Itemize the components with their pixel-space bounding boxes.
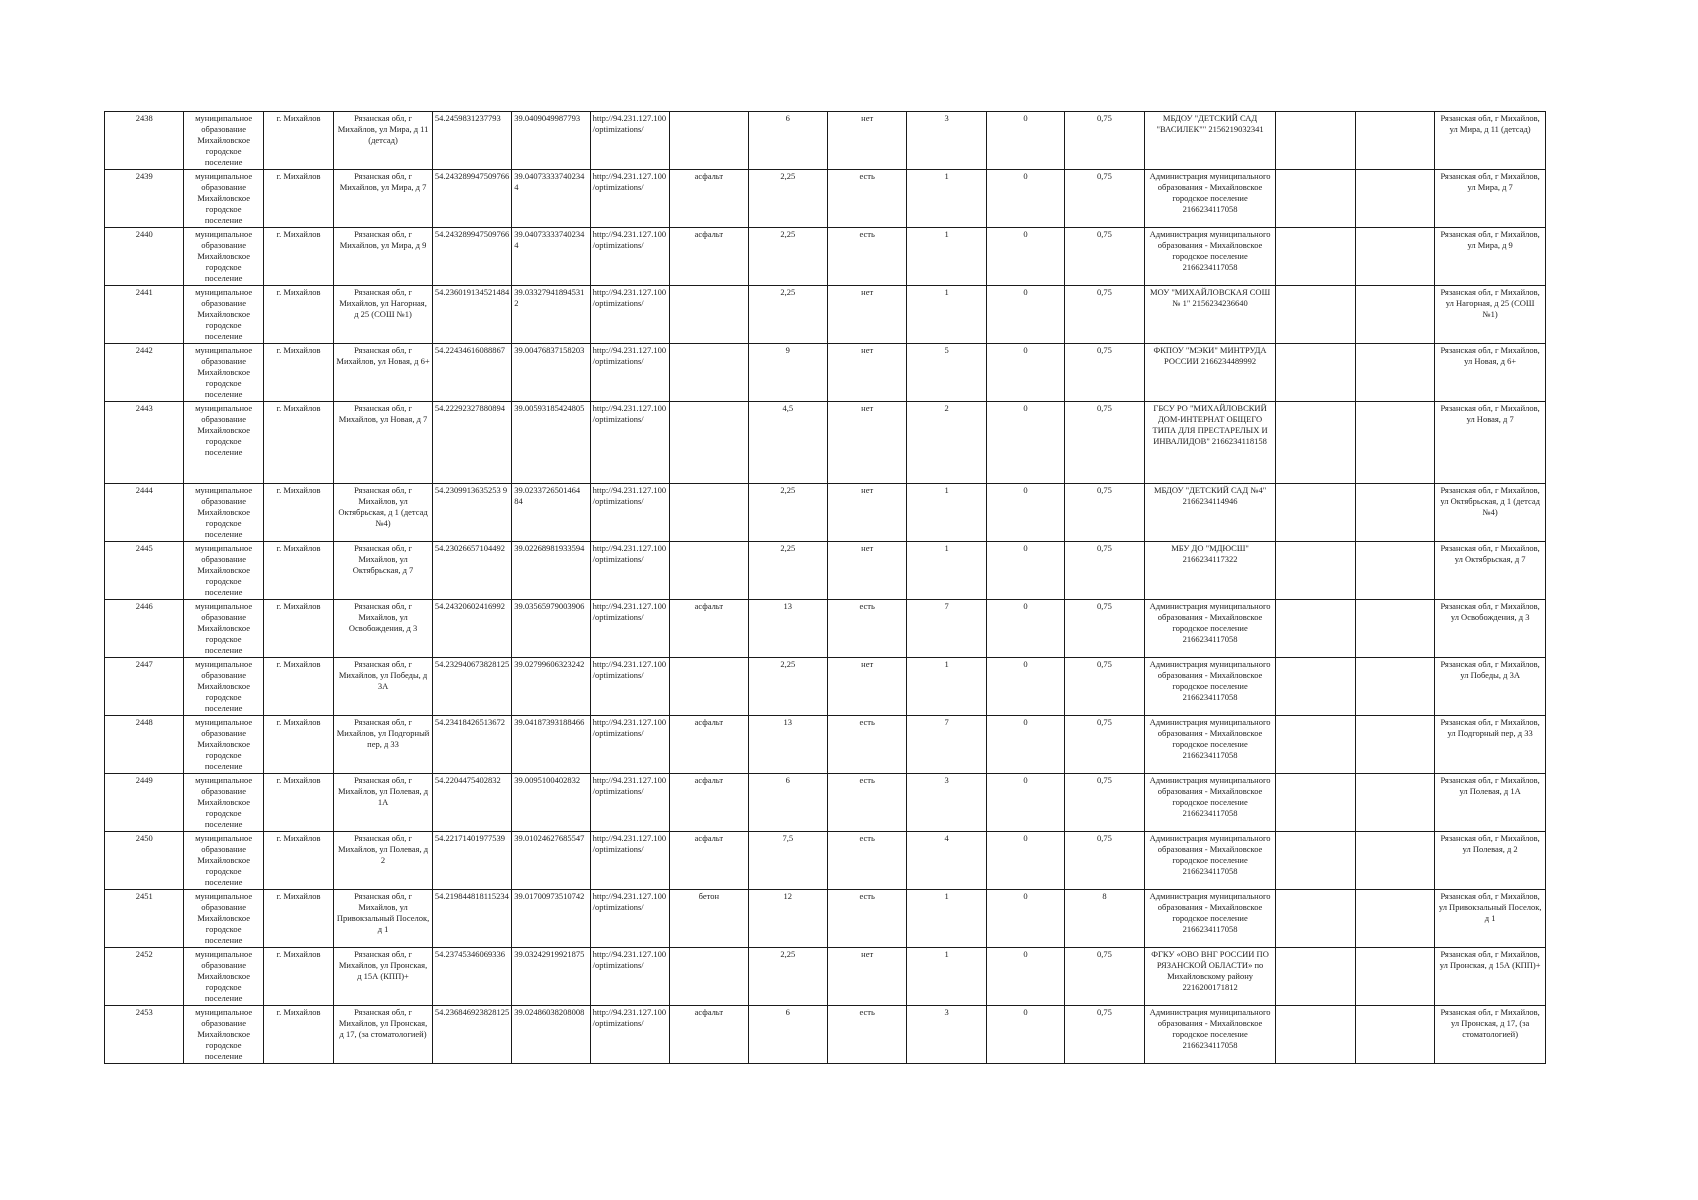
volume-cell: 0,75	[1065, 542, 1144, 600]
empty-cell	[1355, 774, 1434, 832]
planned-count-cell: 0	[986, 832, 1064, 890]
volume-cell: 0,75	[1065, 948, 1144, 1006]
longitude-cell: 39.03242919921875	[512, 948, 590, 1006]
municipality-cell: муниципальное образование Михайловское городское поселение	[184, 716, 263, 774]
link-cell[interactable]: http://94.231.127.100/optimizations/	[590, 402, 669, 484]
address-cell: Рязанская обл, г Михайлов, ул Новая, д 6+	[334, 344, 433, 402]
owner-cell: Администрация муниципального образования - Михайловское городское поселение 2166234117058	[1144, 832, 1276, 890]
surface-cell: асфальт	[670, 228, 748, 286]
volume-cell: 0,75	[1065, 658, 1144, 716]
owner-cell: Администрация муниципального образования - Михайловское городское поселение 2166234117058	[1144, 170, 1276, 228]
longitude-cell: 39.033279418945312	[512, 286, 590, 344]
planned-count-cell: 0	[986, 286, 1064, 344]
latitude-cell: 54.236846923828125	[432, 1006, 511, 1064]
row-number-cell: 2444	[105, 484, 184, 542]
municipality-cell: муниципальное образование Михайловское городское поселение	[184, 344, 263, 402]
municipality-cell: муниципальное образование Михайловское городское поселение	[184, 170, 263, 228]
municipality-cell: муниципальное образование Михайловское городское поселение	[184, 658, 263, 716]
fence-cell: нет	[827, 344, 906, 402]
area-cell: 9	[748, 344, 827, 402]
source-address-cell: Рязанская обл, г Михайлов, ул Пронская, д 17, (за стоматологией)	[1435, 1006, 1546, 1064]
empty-cell	[1355, 542, 1434, 600]
longitude-cell: 39.04187393188466	[512, 716, 590, 774]
table-row	[105, 402, 1546, 484]
surface-cell	[670, 112, 748, 170]
empty-cell	[1355, 286, 1434, 344]
volume-cell: 0,75	[1065, 228, 1144, 286]
address-cell: Рязанская обл, г Михайлов, ул Пронская, д 17, (за стоматологией)	[334, 1006, 433, 1064]
city-cell: г. Михайлов	[263, 170, 333, 228]
planned-count-cell: 0	[986, 170, 1064, 228]
surface-cell: асфальт	[670, 774, 748, 832]
empty-cell	[1355, 484, 1434, 542]
table-row	[105, 484, 1546, 542]
row-number-cell: 2445	[105, 542, 184, 600]
planned-count-cell: 0	[986, 344, 1064, 402]
table-row	[105, 600, 1546, 658]
link-cell[interactable]: http://94.231.127.100/optimizations/	[590, 112, 669, 170]
latitude-cell: 54.2459831237793	[432, 112, 511, 170]
surface-cell: асфальт	[670, 600, 748, 658]
address-cell: Рязанская обл, г Михайлов, ул Мира, д 11 (детсад)	[334, 112, 433, 170]
row-number-cell: 2453	[105, 1006, 184, 1064]
owner-cell: МБДОУ "ДЕТСКИЙ САД "ВАСИЛЕК"" 2156219032341	[1144, 112, 1276, 170]
city-cell: г. Михайлов	[263, 286, 333, 344]
surface-cell	[670, 484, 748, 542]
municipality-cell: муниципальное образование Михайловское городское поселение	[184, 286, 263, 344]
latitude-cell: 54.243289947509766	[432, 170, 511, 228]
link-cell[interactable]: http://94.231.127.100/optimizations/	[590, 774, 669, 832]
address-cell: Рязанская обл, г Михайлов, ул Освобождения, д 3	[334, 600, 433, 658]
source-address-cell: Рязанская обл, г Михайлов, ул Новая, д 6+	[1435, 344, 1546, 402]
volume-cell: 0,75	[1065, 774, 1144, 832]
table-row	[105, 832, 1546, 890]
table-row	[105, 890, 1546, 948]
latitude-cell: 54.23745346069336	[432, 948, 511, 1006]
fence-cell: есть	[827, 1006, 906, 1064]
link-cell[interactable]: http://94.231.127.100/optimizations/	[590, 600, 669, 658]
area-cell: 2,25	[748, 658, 827, 716]
city-cell: г. Михайлов	[263, 1006, 333, 1064]
address-cell: Рязанская обл, г Михайлов, ул Пронская, д 15А (КПП)+	[334, 948, 433, 1006]
empty-cell	[1355, 402, 1434, 484]
address-cell: Рязанская обл, г Михайлов, ул Нагорная, д 25 (СОШ №1)	[334, 286, 433, 344]
link-cell[interactable]: http://94.231.127.100/optimizations/	[590, 716, 669, 774]
container-count-cell: 3	[907, 774, 986, 832]
planned-count-cell: 0	[986, 484, 1064, 542]
area-cell: 6	[748, 1006, 827, 1064]
city-cell: г. Михайлов	[263, 344, 333, 402]
owner-cell: ФКПОУ "МЭКИ" МИНТРУДА РОССИИ 2166234489992	[1144, 344, 1276, 402]
owner-cell: Администрация муниципального образования - Михайловское городское поселение 2166234117058	[1144, 774, 1276, 832]
surface-cell	[670, 402, 748, 484]
address-cell: Рязанская обл, г Михайлов, ул Победы, д 3А	[334, 658, 433, 716]
area-cell: 2,25	[748, 484, 827, 542]
fence-cell: нет	[827, 286, 906, 344]
container-count-cell: 5	[907, 344, 986, 402]
planned-count-cell: 0	[986, 600, 1064, 658]
area-cell: 2,25	[748, 542, 827, 600]
owner-cell: Администрация муниципального образования - Михайловское городское поселение 2166234117058	[1144, 716, 1276, 774]
latitude-cell: 54.236019134521484	[432, 286, 511, 344]
source-address-cell: Рязанская обл, г Михайлов, ул Октябрьская, д 1 (детсад №4)	[1435, 484, 1546, 542]
row-number-cell: 2442	[105, 344, 184, 402]
planned-count-cell: 0	[986, 542, 1064, 600]
empty-cell	[1276, 716, 1355, 774]
planned-count-cell: 0	[986, 402, 1064, 484]
row-number-cell: 2441	[105, 286, 184, 344]
surface-cell	[670, 344, 748, 402]
city-cell: г. Михайлов	[263, 484, 333, 542]
volume-cell: 0,75	[1065, 484, 1144, 542]
city-cell: г. Михайлов	[263, 600, 333, 658]
latitude-cell: 54.2204475402832	[432, 774, 511, 832]
empty-cell	[1355, 112, 1434, 170]
container-count-cell: 1	[907, 890, 986, 948]
row-number-cell: 2438	[105, 112, 184, 170]
link-cell[interactable]: http://94.231.127.100/optimizations/	[590, 484, 669, 542]
empty-cell	[1276, 832, 1355, 890]
link-cell[interactable]: http://94.231.127.100/optimizations/	[590, 832, 669, 890]
city-cell: г. Михайлов	[263, 890, 333, 948]
latitude-cell: 54.232940673828125	[432, 658, 511, 716]
volume-cell: 0,75	[1065, 402, 1144, 484]
empty-cell	[1355, 832, 1434, 890]
volume-cell: 0,75	[1065, 600, 1144, 658]
planned-count-cell: 0	[986, 890, 1064, 948]
container-count-cell: 1	[907, 542, 986, 600]
empty-cell	[1276, 286, 1355, 344]
row-number-cell: 2450	[105, 832, 184, 890]
owner-cell: Администрация муниципального образования - Михайловское городское поселение 2166234117058	[1144, 600, 1276, 658]
municipality-cell: муниципальное образование Михайловское городское поселение	[184, 774, 263, 832]
empty-cell	[1276, 542, 1355, 600]
volume-cell: 0,75	[1065, 716, 1144, 774]
surface-cell	[670, 542, 748, 600]
registry-table	[104, 111, 1546, 1064]
owner-cell: ГБСУ РО "МИХАЙЛОВСКИЙ ДОМ-ИНТЕРНАТ ОБЩЕГО ТИПА ДЛЯ ПРЕСТАРЕЛЫХ И ИНВАЛИДОВ" 2166234118158	[1144, 402, 1276, 484]
link-cell[interactable]: http://94.231.127.100/optimizations/	[590, 658, 669, 716]
empty-cell	[1276, 112, 1355, 170]
surface-cell	[670, 286, 748, 344]
fence-cell: есть	[827, 832, 906, 890]
empty-cell	[1276, 402, 1355, 484]
row-number-cell: 2446	[105, 600, 184, 658]
volume-cell: 0,75	[1065, 344, 1144, 402]
fence-cell: есть	[827, 774, 906, 832]
empty-cell	[1276, 228, 1355, 286]
owner-cell: МБДОУ "ДЕТСКИЙ САД №4" 2166234114946	[1144, 484, 1276, 542]
city-cell: г. Михайлов	[263, 542, 333, 600]
fence-cell: нет	[827, 402, 906, 484]
empty-cell	[1276, 890, 1355, 948]
longitude-cell: 39.02268981933594	[512, 542, 590, 600]
municipality-cell: муниципальное образование Михайловское городское поселение	[184, 832, 263, 890]
fence-cell: нет	[827, 542, 906, 600]
area-cell: 13	[748, 716, 827, 774]
latitude-cell: 54.219844818115234	[432, 890, 511, 948]
surface-cell	[670, 658, 748, 716]
longitude-cell: 39.0233726501464 84	[512, 484, 590, 542]
link-cell[interactable]: http://94.231.127.100/optimizations/	[590, 170, 669, 228]
fence-cell: есть	[827, 170, 906, 228]
row-number-cell: 2447	[105, 658, 184, 716]
city-cell: г. Михайлов	[263, 716, 333, 774]
container-count-cell: 1	[907, 170, 986, 228]
address-cell: Рязанская обл, г Михайлов, ул Октябрьская, д 7	[334, 542, 433, 600]
empty-cell	[1276, 170, 1355, 228]
address-cell: Рязанская обл, г Михайлов, ул Мира, д 9	[334, 228, 433, 286]
owner-cell: Администрация муниципального образования - Михайловское городское поселение 2166234117058	[1144, 1006, 1276, 1064]
link-cell[interactable]: http://94.231.127.100/optimizations/	[590, 890, 669, 948]
empty-cell	[1276, 484, 1355, 542]
table-row	[105, 948, 1546, 1006]
area-cell: 2,25	[748, 170, 827, 228]
surface-cell: бетон	[670, 890, 748, 948]
empty-cell	[1276, 948, 1355, 1006]
container-count-cell: 4	[907, 832, 986, 890]
owner-cell: МОУ "МИХАЙЛОВСКАЯ СОШ № 1" 2156234236640	[1144, 286, 1276, 344]
table-row	[105, 658, 1546, 716]
row-number-cell: 2440	[105, 228, 184, 286]
table-row	[105, 286, 1546, 344]
municipality-cell: муниципальное образование Михайловское городское поселение	[184, 1006, 263, 1064]
longitude-cell: 39.00476837158203	[512, 344, 590, 402]
surface-cell: асфальт	[670, 170, 748, 228]
container-count-cell: 3	[907, 1006, 986, 1064]
city-cell: г. Михайлов	[263, 402, 333, 484]
empty-cell	[1355, 890, 1434, 948]
volume-cell: 0,75	[1065, 170, 1144, 228]
empty-cell	[1355, 716, 1434, 774]
municipality-cell: муниципальное образование Михайловское городское поселение	[184, 484, 263, 542]
municipality-cell: муниципальное образование Михайловское городское поселение	[184, 600, 263, 658]
link-cell[interactable]: http://94.231.127.100/optimizations/	[590, 948, 669, 1006]
fence-cell: нет	[827, 484, 906, 542]
address-cell: Рязанская обл, г Михайлов, ул Подгорный пер, д 33	[334, 716, 433, 774]
fence-cell: нет	[827, 658, 906, 716]
planned-count-cell: 0	[986, 774, 1064, 832]
longitude-cell: 39.03565979003906	[512, 600, 590, 658]
table-row	[105, 228, 1546, 286]
empty-cell	[1355, 1006, 1434, 1064]
latitude-cell: 54.22171401977539	[432, 832, 511, 890]
container-count-cell: 1	[907, 228, 986, 286]
source-address-cell: Рязанская обл, г Михайлов, ул Победы, д 3А	[1435, 658, 1546, 716]
area-cell: 2,25	[748, 228, 827, 286]
city-cell: г. Михайлов	[263, 658, 333, 716]
container-count-cell: 7	[907, 600, 986, 658]
table-row	[105, 774, 1546, 832]
source-address-cell: Рязанская обл, г Михайлов, ул Пронская, д 15А (КПП)+	[1435, 948, 1546, 1006]
container-count-cell: 3	[907, 112, 986, 170]
volume-cell: 0,75	[1065, 1006, 1144, 1064]
planned-count-cell: 0	[986, 716, 1064, 774]
longitude-cell: 39.0409049987793	[512, 112, 590, 170]
empty-cell	[1355, 600, 1434, 658]
latitude-cell: 54.23418426513672	[432, 716, 511, 774]
owner-cell: Администрация муниципального образования - Михайловское городское поселение 2166234117058	[1144, 658, 1276, 716]
city-cell: г. Михайлов	[263, 948, 333, 1006]
city-cell: г. Михайлов	[263, 112, 333, 170]
surface-cell: асфальт	[670, 832, 748, 890]
volume-cell: 0,75	[1065, 832, 1144, 890]
table-row	[105, 112, 1546, 170]
row-number-cell: 2452	[105, 948, 184, 1006]
table-row	[105, 542, 1546, 600]
address-cell: Рязанская обл, г Михайлов, ул Мира, д 7	[334, 170, 433, 228]
source-address-cell: Рязанская обл, г Михайлов, ул Полевая, д 2	[1435, 832, 1546, 890]
area-cell: 4,5	[748, 402, 827, 484]
owner-cell: ФГКУ «ОВО ВНГ РОССИИ ПО РЯЗАНСКОЙ ОБЛАСТИ» по Михайловскому району 2216200171812	[1144, 948, 1276, 1006]
latitude-cell: 54.243289947509766	[432, 228, 511, 286]
municipality-cell: муниципальное образование Михайловское городское поселение	[184, 542, 263, 600]
municipality-cell: муниципальное образование Михайловское городское поселение	[184, 228, 263, 286]
city-cell: г. Михайлов	[263, 832, 333, 890]
source-address-cell: Рязанская обл, г Михайлов, ул Освобождения, д 3	[1435, 600, 1546, 658]
planned-count-cell: 0	[986, 1006, 1064, 1064]
area-cell: 6	[748, 774, 827, 832]
registry-sheet	[104, 111, 1546, 1064]
longitude-cell: 39.02799606323242	[512, 658, 590, 716]
area-cell: 2,25	[748, 948, 827, 1006]
fence-cell: есть	[827, 228, 906, 286]
row-number-cell: 2443	[105, 402, 184, 484]
source-address-cell: Рязанская обл, г Михайлов, ул Подгорный пер, д 33	[1435, 716, 1546, 774]
city-cell: г. Михайлов	[263, 774, 333, 832]
municipality-cell: муниципальное образование Михайловское городское поселение	[184, 890, 263, 948]
owner-cell: Администрация муниципального образования - Михайловское городское поселение 2166234117058	[1144, 890, 1276, 948]
planned-count-cell: 0	[986, 112, 1064, 170]
empty-cell	[1276, 600, 1355, 658]
planned-count-cell: 0	[986, 228, 1064, 286]
owner-cell: Администрация муниципального образования - Михайловское городское поселение 2166234117058	[1144, 228, 1276, 286]
owner-cell: МБУ ДО "МДЮСШ" 2166234117322	[1144, 542, 1276, 600]
address-cell: Рязанская обл, г Михайлов, ул Новая, д 7	[334, 402, 433, 484]
source-address-cell: Рязанская обл, г Михайлов, ул Мира, д 11 (детсад)	[1435, 112, 1546, 170]
link-cell[interactable]: http://94.231.127.100/optimizations/	[590, 286, 669, 344]
container-count-cell: 1	[907, 948, 986, 1006]
latitude-cell: 54.22292327880894	[432, 402, 511, 484]
address-cell: Рязанская обл, г Михайлов, ул Привокзальный Поселок, д 1	[334, 890, 433, 948]
table-row	[105, 1006, 1546, 1064]
longitude-cell: 39.02486038208008	[512, 1006, 590, 1064]
container-count-cell: 1	[907, 484, 986, 542]
container-count-cell: 7	[907, 716, 986, 774]
fence-cell: есть	[827, 890, 906, 948]
empty-cell	[1355, 170, 1434, 228]
table-row	[105, 170, 1546, 228]
row-number-cell: 2439	[105, 170, 184, 228]
volume-cell: 0,75	[1065, 112, 1144, 170]
empty-cell	[1355, 658, 1434, 716]
longitude-cell: 39.01024627685547	[512, 832, 590, 890]
longitude-cell: 39.040733337402344	[512, 170, 590, 228]
link-cell[interactable]: http://94.231.127.100/optimizations/	[590, 228, 669, 286]
container-count-cell: 1	[907, 658, 986, 716]
link-cell[interactable]: http://94.231.127.100/optimizations/	[590, 344, 669, 402]
container-count-cell: 2	[907, 402, 986, 484]
empty-cell	[1276, 1006, 1355, 1064]
fence-cell: есть	[827, 716, 906, 774]
row-number-cell: 2448	[105, 716, 184, 774]
source-address-cell: Рязанская обл, г Михайлов, ул Полевая, д 1А	[1435, 774, 1546, 832]
longitude-cell: 39.00593185424805	[512, 402, 590, 484]
longitude-cell: 39.01700973510742	[512, 890, 590, 948]
source-address-cell: Рязанская обл, г Михайлов, ул Мира, д 7	[1435, 170, 1546, 228]
longitude-cell: 39.0095100402832	[512, 774, 590, 832]
area-cell: 13	[748, 600, 827, 658]
city-cell: г. Михайлов	[263, 228, 333, 286]
link-cell[interactable]: http://94.231.127.100/optimizations/	[590, 542, 669, 600]
address-cell: Рязанская обл, г Михайлов, ул Октябрьская, д 1 (детсад №4)	[334, 484, 433, 542]
table-row	[105, 716, 1546, 774]
empty-cell	[1276, 658, 1355, 716]
municipality-cell: муниципальное образование Михайловское городское поселение	[184, 402, 263, 484]
empty-cell	[1355, 948, 1434, 1006]
table-body	[105, 112, 1546, 1064]
area-cell: 6	[748, 112, 827, 170]
source-address-cell: Рязанская обл, г Михайлов, ул Новая, д 7	[1435, 402, 1546, 484]
link-cell[interactable]: http://94.231.127.100/optimizations/	[590, 1006, 669, 1064]
empty-cell	[1276, 344, 1355, 402]
fence-cell: нет	[827, 948, 906, 1006]
latitude-cell: 54.23026657104492	[432, 542, 511, 600]
latitude-cell: 54.22434616088867	[432, 344, 511, 402]
municipality-cell: муниципальное образование Михайловское городское поселение	[184, 948, 263, 1006]
fence-cell: нет	[827, 112, 906, 170]
address-cell: Рязанская обл, г Михайлов, ул Полевая, д 1А	[334, 774, 433, 832]
area-cell: 7,5	[748, 832, 827, 890]
source-address-cell: Рязанская обл, г Михайлов, ул Октябрьская, д 7	[1435, 542, 1546, 600]
empty-cell	[1355, 228, 1434, 286]
latitude-cell: 54.24320602416992	[432, 600, 511, 658]
surface-cell	[670, 948, 748, 1006]
table-row	[105, 344, 1546, 402]
fence-cell: есть	[827, 600, 906, 658]
municipality-cell: муниципальное образование Михайловское городское поселение	[184, 112, 263, 170]
planned-count-cell: 0	[986, 948, 1064, 1006]
container-count-cell: 1	[907, 286, 986, 344]
planned-count-cell: 0	[986, 658, 1064, 716]
row-number-cell: 2449	[105, 774, 184, 832]
source-address-cell: Рязанская обл, г Михайлов, ул Нагорная, д 25 (СОШ №1)	[1435, 286, 1546, 344]
address-cell: Рязанская обл, г Михайлов, ул Полевая, д 2	[334, 832, 433, 890]
source-address-cell: Рязанская обл, г Михайлов, ул Привокзальный Поселок, д 1	[1435, 890, 1546, 948]
volume-cell: 0,75	[1065, 286, 1144, 344]
surface-cell: асфальт	[670, 1006, 748, 1064]
empty-cell	[1276, 774, 1355, 832]
longitude-cell: 39.040733337402344	[512, 228, 590, 286]
latitude-cell: 54.2309913635253 9	[432, 484, 511, 542]
source-address-cell: Рязанская обл, г Михайлов, ул Мира, д 9	[1435, 228, 1546, 286]
empty-cell	[1355, 344, 1434, 402]
area-cell: 12	[748, 890, 827, 948]
surface-cell: асфальт	[670, 716, 748, 774]
volume-cell: 8	[1065, 890, 1144, 948]
area-cell: 2,25	[748, 286, 827, 344]
row-number-cell: 2451	[105, 890, 184, 948]
